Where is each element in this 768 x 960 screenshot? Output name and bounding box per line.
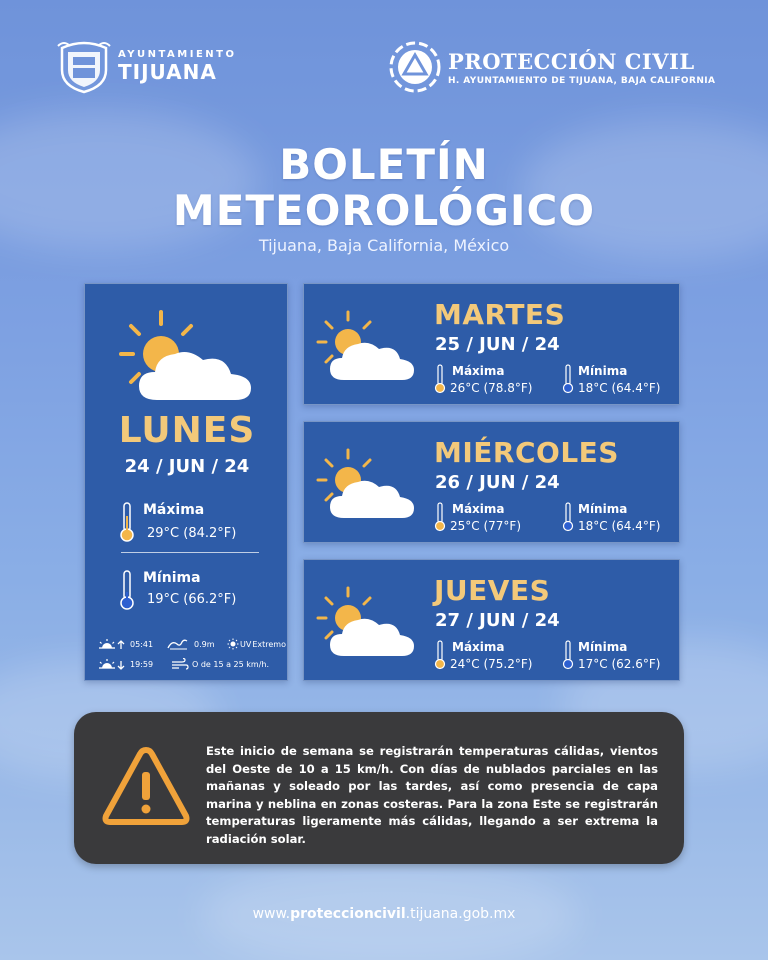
day-date: 25 / JUN / 24: [435, 334, 560, 355]
sunrise-icon: [97, 638, 127, 650]
day-name: MARTES: [434, 298, 566, 331]
day-name: MIÉRCOLES: [434, 436, 619, 469]
max-value: 26°C (78.8°F): [450, 381, 533, 395]
max-label: Máxima: [452, 502, 505, 516]
thermometer-max-icon: [119, 502, 135, 542]
ayuntamiento-logo: [56, 38, 237, 94]
forecast-card: [303, 559, 680, 681]
sunset-icon: [97, 658, 127, 670]
alert-text: Este inicio de semana se registrarán temperaturas cálidas, vientos del Oeste de 10 a 15 km/h. Con días de nublados parciales en las mañanas y soleado por las tardes, así como presencia de capa marina y neblina en zonas costeras. Para la zona Este se registrarán temperaturas ligeramente más cálidas, llegando a ser extrema la radiación solar.: [206, 744, 658, 846]
today-min-label: Mínima: [143, 570, 201, 586]
min-value: 18°C (64.4°F): [578, 519, 661, 533]
uv-sun-icon: [227, 638, 239, 650]
thermometer-max-icon: [434, 502, 446, 532]
warning-icon: [100, 744, 192, 828]
today-date: 24 / JUN / 24: [124, 456, 250, 477]
sunrise-info: [97, 638, 153, 650]
ayuntamiento-label: AYUNTAMIENTO: [118, 48, 237, 60]
wave-info: [167, 638, 215, 650]
today-min-value: 19°C (66.2°F): [147, 592, 237, 607]
bulletin-title-line1: BOLETÍN: [279, 140, 489, 189]
max-label: Máxima: [452, 364, 505, 378]
sunset-info: [97, 658, 153, 670]
day-date: 27 / JUN / 24: [435, 610, 560, 631]
day-date: 26 / JUN / 24: [435, 472, 560, 493]
location-subtitle: Tijuana, Baja California, México: [258, 236, 510, 255]
forecast-card-today: [84, 283, 288, 681]
proteccion-civil-title: PROTECCIÓN CIVIL: [448, 48, 695, 74]
day-name: JUEVES: [434, 574, 551, 607]
weather-alert-box: [74, 712, 684, 864]
wind-info: [171, 658, 269, 670]
partly-cloudy-icon: [314, 582, 418, 660]
uv-index: Extremo: [252, 639, 286, 649]
max-value: 25°C (77°F): [450, 519, 521, 533]
uv-prefix: UV: [240, 639, 252, 649]
thermometer-min-icon: [562, 364, 574, 394]
partly-cloudy-icon: [117, 306, 255, 406]
proteccion-civil-logo: [388, 40, 715, 94]
wind-icon: [171, 658, 189, 670]
thermometer-max-icon: [434, 364, 446, 394]
partly-cloudy-icon: [314, 444, 418, 522]
wind-value: O de 15 a 25 km/h.: [192, 659, 270, 669]
forecast-card: [303, 421, 680, 543]
min-value: 18°C (64.4°F): [578, 381, 661, 395]
bulletin-title-line2: METEOROLÓGICO: [172, 186, 596, 235]
today-max-value: 29°C (84.2°F): [147, 526, 237, 541]
min-label: Mínima: [578, 640, 628, 654]
max-label: Máxima: [452, 640, 505, 654]
url-prefix: www.: [252, 906, 291, 922]
forecast-card: [303, 283, 680, 405]
wave-height: 0.9m: [194, 639, 215, 649]
thermometer-min-icon: [562, 640, 574, 670]
min-label: Mínima: [578, 502, 628, 516]
website-link[interactable]: [0, 906, 768, 922]
min-value: 17°C (62.6°F): [578, 657, 661, 671]
partly-cloudy-icon: [314, 306, 418, 384]
today-day-name: LUNES: [118, 410, 256, 451]
thermometer-max-icon: [434, 640, 446, 670]
wave-icon: [167, 638, 191, 650]
thermometer-min-icon: [119, 570, 135, 610]
thermometer-min-icon: [562, 502, 574, 532]
proteccion-civil-emblem-icon: [388, 40, 442, 94]
max-value: 24°C (75.2°F): [450, 657, 533, 671]
tijuana-label: TIJUANA: [118, 59, 217, 84]
url-suffix: .tijuana.gob.mx: [405, 906, 516, 922]
url-domain-bold: proteccioncivil: [290, 906, 406, 922]
uv-info: [227, 638, 286, 650]
sunset-time: 19:59: [130, 659, 154, 669]
tijuana-shield-icon: [56, 38, 112, 94]
today-max-label: Máxima: [143, 502, 205, 518]
divider: [121, 552, 259, 553]
proteccion-civil-subtitle: H. AYUNTAMIENTO DE TIJUANA, BAJA CALIFORNIA: [448, 75, 716, 86]
min-label: Mínima: [578, 364, 628, 378]
sunrise-time: 05:41: [130, 639, 154, 649]
